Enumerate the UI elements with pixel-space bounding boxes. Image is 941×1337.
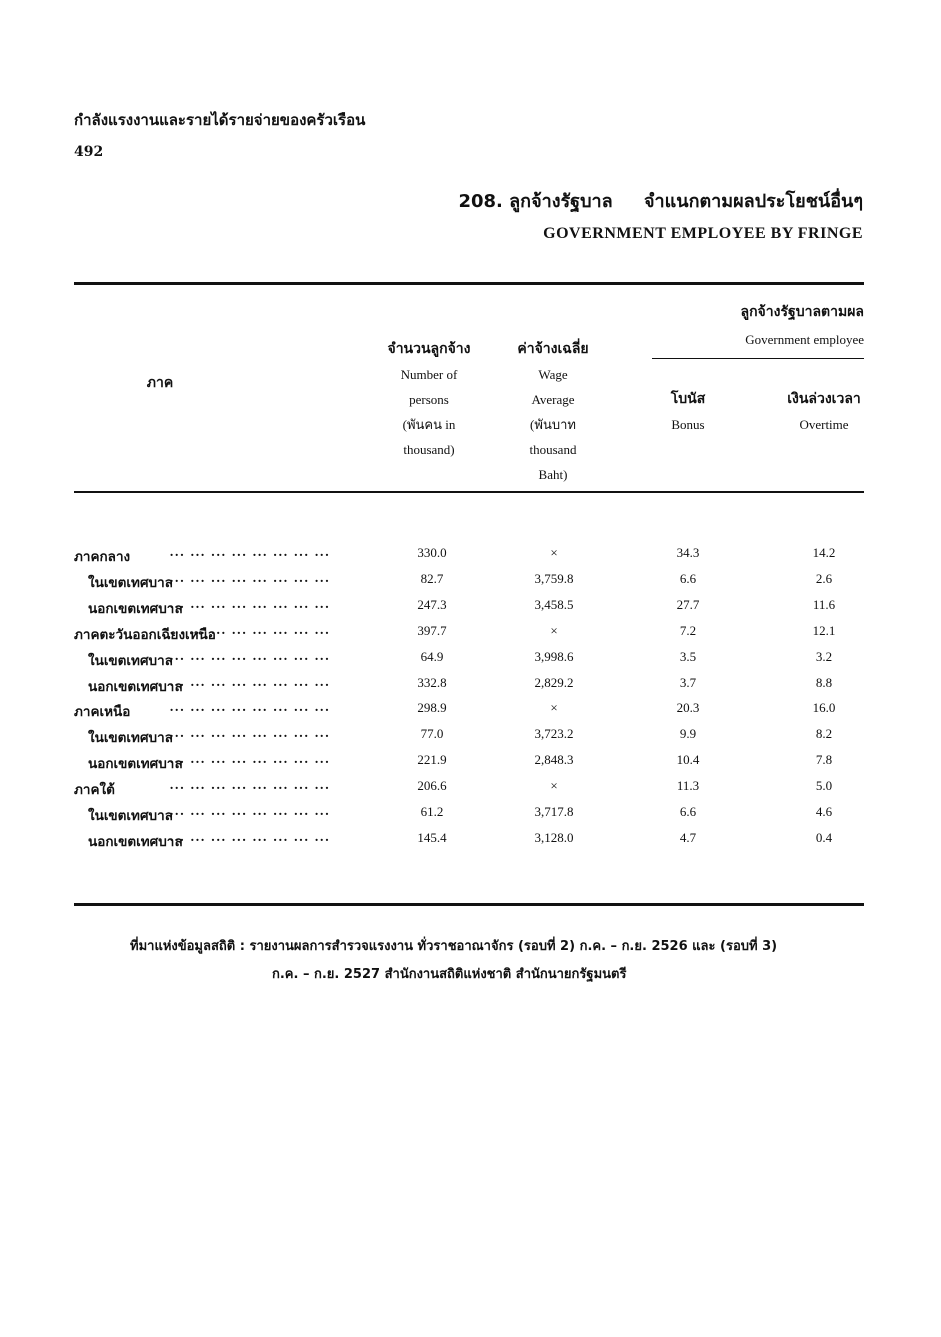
cell-persons: 330.0 [417,545,447,560]
leader-dots: ... ... ... ... ... ... ... ... [169,674,330,689]
page-number: 492 [74,144,104,160]
header-persons-en-4: thousand) [403,442,455,457]
row-label: นอกเขตเทศบาล [88,833,183,850]
cell-overtime: 8.2 [815,726,833,742]
header-bottom-rule [74,491,864,493]
cell-overtime: 2.6 [815,570,833,586]
row-label: ภาคกลาง [74,549,131,565]
cell-bonus: 4.7 [679,829,697,845]
row-label: ในเขตเทศบาล [88,652,173,669]
cell-overtime: 8.8 [815,674,833,690]
header-bonus [648,387,728,437]
table-row [74,597,864,623]
row-label: ภาคตะวันออกเฉียงเหนือ [74,626,216,643]
table-row [74,804,864,830]
header-persons [370,337,488,462]
leader-dots: ... ... ... ... ... ... ... ... [169,829,330,844]
cell-wage: 3,998.6 [534,648,574,664]
row-label: ในเขตเทศบาล [88,574,173,591]
cell-overtime: 5.0 [815,778,833,794]
header-persons-en-3: (พันคน in [402,417,456,432]
leader-dots: ... ... ... ... ... ... ... ... [169,804,330,818]
header-persons-en-1: Number of [400,367,458,382]
header-bonus-th: โบนัส [670,391,706,407]
cell-overtime: 4.6 [815,804,833,819]
cell-overtime: 16.0 [812,700,836,716]
header-wage-en-2: Average [531,392,575,407]
table-row [74,623,864,649]
table-title-thai: 208. ลูกจ้างรัฐบาล จำแนกตามผลประโยชน์อื่นๆ [458,191,863,212]
cell-persons: 206.6 [417,778,447,794]
cell-persons: 298.9 [417,700,447,716]
header-persons-en-2: persons [409,392,449,407]
running-head: กำลังแรงงานและรายได้รายจ่ายของครัวเรือน [74,111,366,129]
cell-bonus: 6.6 [679,570,697,586]
cell-overtime: 0.4 [815,829,833,845]
table-row [74,675,864,701]
cell-wage: × [550,778,558,794]
source-line-1: ที่มาแห่งข้อมูลสถิติ : รายงานผลการสำรวจแรงงาน ทั่วราชอาณาจักร (รอบที่ 2) ก.ค. – ก.ย. 2526 และ (รอบที่ 3) [130,939,778,954]
cell-persons: 397.7 [417,622,447,638]
leader-dots: ... ... ... ... ... ... ... ... [169,726,330,741]
cell-bonus: 10.4 [676,752,700,768]
cell-wage: 2,829.2 [534,674,574,690]
row-label: นอกเขตเทศบาล [88,600,183,617]
leader-dots: ... ... ... ... ... ... ... ... [169,778,330,793]
leader-dots: ... ... ... ... ... ... ... ... [169,622,330,637]
group-underline [652,358,864,359]
leader-dots: ... ... ... ... ... ... ... ... [169,752,330,767]
cell-wage: × [550,545,558,560]
row-label: ภาคใต้ [74,782,115,799]
header-region: ภาค [146,375,174,391]
table-top-rule [74,282,864,285]
cell-bonus: 3.5 [679,648,697,664]
header-wage-en-5: Baht) [538,467,568,482]
header-wage-th: ค่าจ้างเฉลี่ย [517,341,589,357]
table-bottom-rule [74,903,864,906]
cell-persons: 77.0 [420,726,444,742]
table-row [74,571,864,597]
header-wage-en-3: (พันบาท [530,417,576,432]
header-overtime-th: เงินล่วงเวลา [787,391,861,407]
leader-dots: ... ... ... ... ... ... ... ... [169,700,330,715]
row-label: นอกเขตเทศบาล [88,678,183,695]
cell-bonus: 9.9 [679,726,697,742]
header-wage [494,337,612,487]
table-row [74,752,864,778]
header-wage-en-4: thousand [529,442,577,457]
leader-dots: ... ... ... ... ... ... ... ... [169,648,330,663]
table-row [74,726,864,752]
cell-wage: 3,717.8 [534,804,574,819]
leader-dots: ... ... ... ... ... ... ... ... [169,596,330,611]
cell-wage: × [550,622,558,638]
cell-bonus: 11.3 [676,778,700,794]
header-bonus-en: Bonus [671,417,705,432]
row-label: นอกเขตเทศบาล [88,756,183,773]
header-group-th: ลูกจ้างรัฐบาลตามผล [740,304,864,320]
cell-wage: 3,128.0 [534,829,574,845]
cell-bonus: 3.7 [679,674,697,690]
cell-wage: 2,848.3 [534,752,574,768]
source-note [130,933,870,989]
cell-persons: 332.8 [417,674,447,690]
leader-dots: ... ... ... ... ... ... ... ... [169,545,330,559]
header-wage-en-1: Wage [538,367,568,382]
header-persons-th: จำนวนลูกจ้าง [387,341,471,357]
cell-bonus: 20.3 [676,700,700,716]
table-row [74,778,864,804]
cell-bonus: 27.7 [676,596,700,612]
cell-overtime: 14.2 [812,545,836,560]
header-overtime-en: Overtime [799,417,849,432]
cell-persons: 82.7 [420,570,444,586]
cell-persons: 64.9 [420,648,444,664]
table-title-english: GOVERNMENT EMPLOYEE BY FRINGE [543,225,863,242]
row-label: ในเขตเทศบาล [88,730,173,747]
cell-bonus: 6.6 [679,804,697,819]
cell-persons: 247.3 [417,596,447,612]
cell-wage: 3,759.8 [534,570,574,586]
row-label: ภาคเหนือ [74,704,131,721]
table-row [74,830,864,856]
cell-wage: 3,458.5 [534,596,574,612]
cell-wage: × [550,700,558,716]
table-row [74,545,864,571]
header-group-en: Government employee [745,332,864,347]
cell-overtime: 11.6 [812,596,836,612]
cell-overtime: 7.8 [815,752,833,768]
source-line-2: ก.ค. – ก.ย. 2527 สำนักงานสถิติแห่งชาติ สำนักนายกรัฐมนตรี [272,967,627,982]
header-overtime [776,387,872,437]
cell-overtime: 12.1 [812,622,836,638]
cell-wage: 3,723.2 [534,726,574,742]
row-label: ในเขตเทศบาล [88,808,173,824]
leader-dots: ... ... ... ... ... ... ... ... [169,570,330,585]
cell-bonus: 34.3 [676,545,700,560]
table-row [74,700,864,726]
table-row [74,649,864,675]
cell-persons: 221.9 [417,752,447,768]
cell-persons: 61.2 [420,804,444,819]
cell-bonus: 7.2 [679,622,697,638]
cell-persons: 145.4 [417,829,447,845]
cell-overtime: 3.2 [815,648,833,664]
